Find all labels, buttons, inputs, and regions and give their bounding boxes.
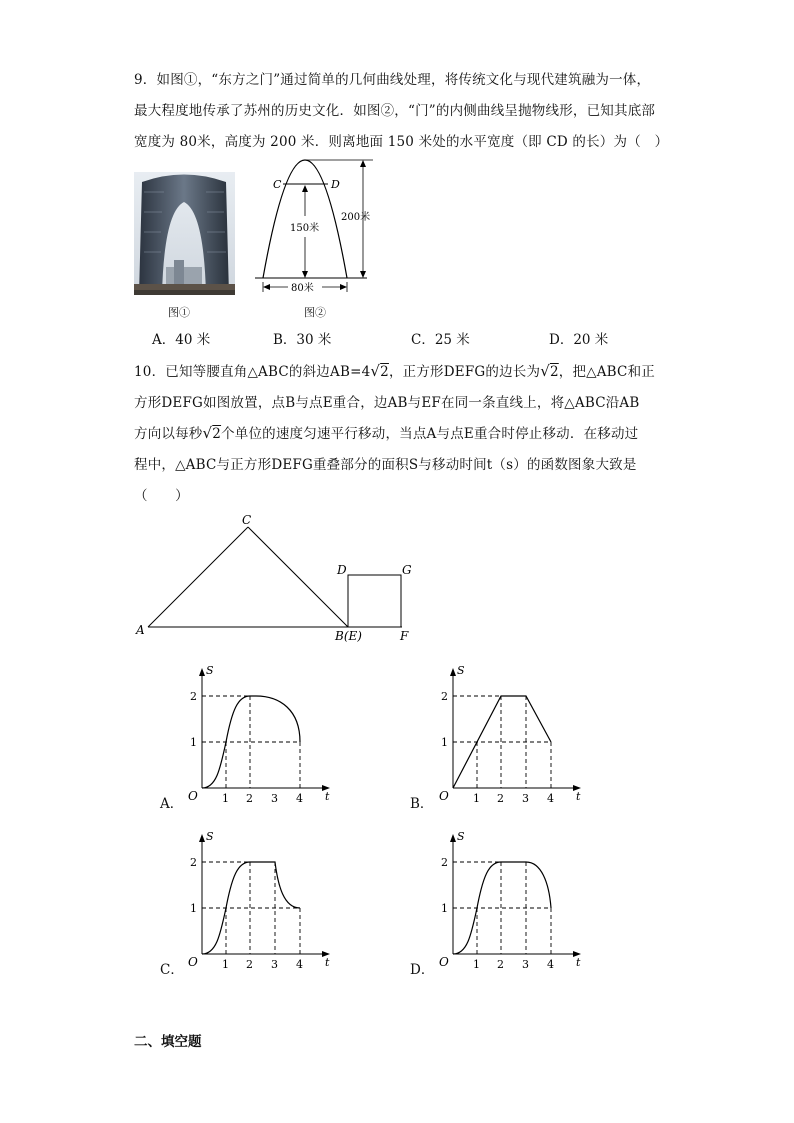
graph-d-x-axis: t xyxy=(576,956,581,969)
q10-radicand-2: 2 xyxy=(549,364,559,380)
graph-a-y-axis: S xyxy=(206,664,214,677)
graph-a-ytick: 1 xyxy=(190,736,197,749)
q10-line-5: （ ） xyxy=(134,488,189,504)
graph-d-y-axis: S xyxy=(457,830,465,843)
point-be-label: B(E) xyxy=(335,629,362,643)
graph-b-xtick: 2 xyxy=(497,792,504,805)
graph-b-origin: O xyxy=(439,789,449,803)
figure-2-caption: 图② xyxy=(304,306,326,319)
graph-a-xtick: 1 xyxy=(222,792,229,805)
label-c: C xyxy=(273,178,282,191)
graph-a-label[interactable]: A． xyxy=(160,796,184,812)
q10-line-3-b: 个单位的速度匀速平行移动，当点A与点E重合时停止移动．在移动过 xyxy=(221,426,639,442)
graph-b-ytick: 2 xyxy=(441,690,448,703)
section-title: 二、填空题 xyxy=(134,1034,202,1050)
graph-d-xtick: 1 xyxy=(473,958,480,971)
q10-radicand-3: 2 xyxy=(212,426,222,442)
graph-b-ytick: 1 xyxy=(441,736,448,749)
graph-b-xtick: 1 xyxy=(473,792,480,805)
point-g-label: G xyxy=(402,563,412,577)
q10-line-1-c: ，把△ABC和正 xyxy=(558,364,655,380)
graph-a-ytick: 2 xyxy=(190,690,197,703)
point-f-label: F xyxy=(400,629,409,643)
graph-b[interactable] xyxy=(431,660,591,810)
label-150m: 150米 xyxy=(290,223,320,234)
q9-option-c[interactable]: C．25 米 xyxy=(411,332,470,348)
graph-a-xtick: 4 xyxy=(296,792,303,805)
point-c-label: C xyxy=(242,513,252,527)
q10-line-2: 方形DEFG如图放置，点B与点E重合，边AB与EF在同一条直线上，将△ABC沿AB xyxy=(134,395,640,411)
building-photo xyxy=(134,172,235,295)
point-a-label: A xyxy=(136,623,145,637)
point-d-label: D xyxy=(337,563,347,577)
graph-b-label[interactable]: B． xyxy=(410,796,434,812)
label-200m: 200米 xyxy=(341,212,371,223)
graph-d-label[interactable]: D． xyxy=(410,962,435,978)
graph-c-xtick: 4 xyxy=(296,958,303,971)
graph-a-xtick: 3 xyxy=(271,792,278,805)
graph-a-origin: O xyxy=(188,789,198,803)
graph-c-y-axis: S xyxy=(206,830,214,843)
graph-b-x-axis: t xyxy=(576,790,581,803)
graph-c-ytick: 1 xyxy=(190,902,197,915)
graph-b-xtick: 3 xyxy=(522,792,529,805)
graph-c-origin: O xyxy=(188,955,198,969)
q10-line-1-b: ，正方形DEFG的边长为 xyxy=(388,364,541,380)
q10-line-3: 方向以每秒√2个单位的速度匀速平行移动，当点A与点E重合时停止移动．在移动过 xyxy=(134,424,639,442)
q9-option-a[interactable]: A．40 米 xyxy=(152,332,211,348)
graph-b-y-axis: S xyxy=(457,664,465,677)
graph-c[interactable] xyxy=(180,826,340,976)
label-80m: 80米 xyxy=(291,283,314,294)
q9-line-2: 最大程度地传承了苏州的历史文化．如图②，“门”的内侧曲线呈抛物线形，已知其底部 xyxy=(134,103,656,119)
graph-d-xtick: 4 xyxy=(547,958,554,971)
q10-radicand-1: 2 xyxy=(380,364,389,380)
graph-c-label[interactable]: C． xyxy=(160,962,184,978)
graph-c-x-axis: t xyxy=(325,956,330,969)
graph-a-xtick: 2 xyxy=(246,792,253,805)
q9-line-1: 9．如图①，“东方之门”通过简单的几何曲线处理，将传统文化与现代建筑融为一体， xyxy=(134,72,651,88)
graph-c-ytick: 2 xyxy=(190,856,197,869)
graph-d-ytick: 1 xyxy=(441,902,448,915)
graph-c-xtick: 2 xyxy=(246,958,253,971)
q10-line-4: 程中，△ABC与正方形DEFG重叠部分的面积S与移动时间t（s）的函数图象大致是 xyxy=(134,457,637,473)
graph-a-x-axis: t xyxy=(325,790,330,803)
graph-a[interactable] xyxy=(180,660,340,810)
graph-c-xtick: 3 xyxy=(271,958,278,971)
arch-diagram xyxy=(255,152,385,297)
graph-d[interactable] xyxy=(431,826,591,976)
q9-option-d[interactable]: D．20 米 xyxy=(549,332,609,348)
graph-d-xtick: 3 xyxy=(522,958,529,971)
label-d: D xyxy=(331,178,340,191)
graph-b-xtick: 4 xyxy=(547,792,554,805)
graph-d-ytick: 2 xyxy=(441,856,448,869)
q10-line-1: 10．已知等腰直角△ABC的斜边AB=4√2，正方形DEFG的边长为√2，把△ABC和正 xyxy=(134,362,655,380)
triangle-square-diagram xyxy=(130,512,430,647)
q10-line-1-a: 10．已知等腰直角△ABC的斜边AB=4 xyxy=(134,364,371,380)
q9-line-3: 宽度为 80米，高度为 200 米．则离地面 150 米处的水平宽度（即 CD 的长）为（ ） xyxy=(134,134,669,150)
graph-c-xtick: 1 xyxy=(222,958,229,971)
figure-1-caption: 图① xyxy=(168,306,190,319)
q10-line-3-a: 方向以每秒 xyxy=(134,426,203,442)
graph-d-xtick: 2 xyxy=(497,958,504,971)
q9-option-b[interactable]: B．30 米 xyxy=(273,332,332,348)
graph-d-origin: O xyxy=(439,955,449,969)
